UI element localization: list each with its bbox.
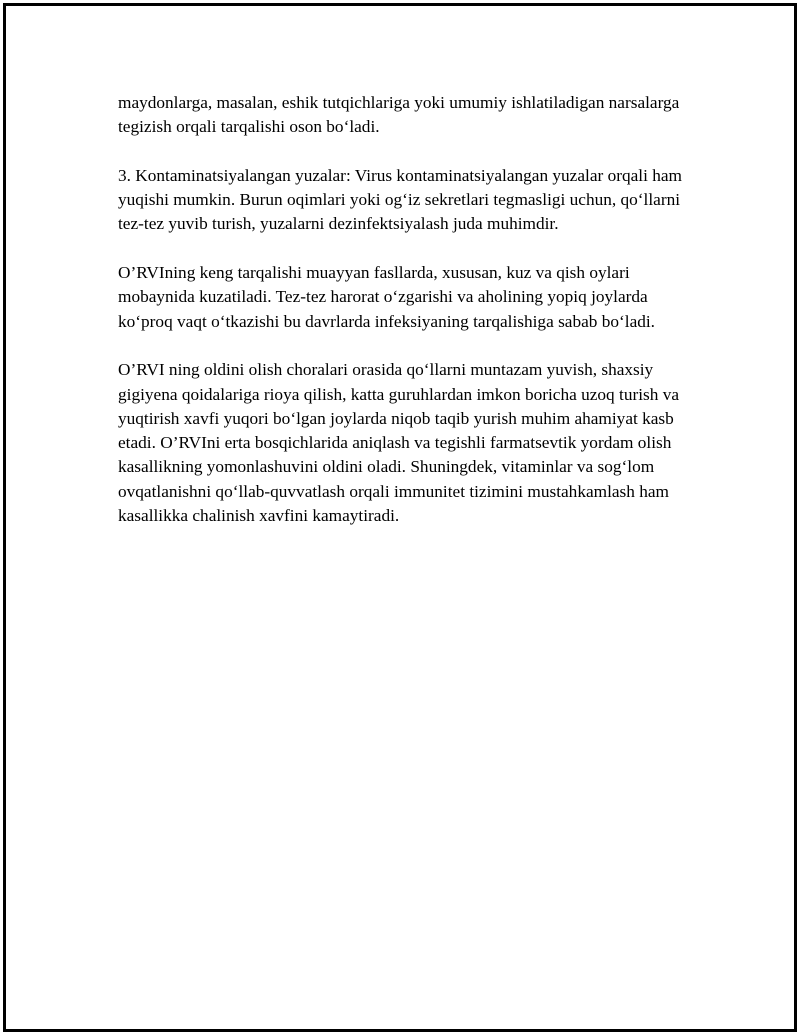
paragraph-prevention: O’RVI ning oldini olish choralari orasida qo‘llarni muntazam yuvish, shaxsiy gigiyena qoidalariga rioya qilish, katta guruhlardan imkon boricha uzoq turish va yuqtirish xavfi yuqori bo‘lgan joylarda niqob taqib yurish muhim ahamiyat kasb etadi. O’RVIni erta bosqichlarida aniqlash va tegishli farmatsevtik yordam olish kasallikning yomonlashuvini oldini oladi. Shuningdek, vitaminlar va sog‘lom ovqatlanishni qo‘llab-quvvatlash orqali immunitet tizimini mustahkamlash ham kasallikka chalinish xavfini kamaytiradi. [118, 360, 680, 526]
paragraph-contaminated-surfaces: 3. Kontaminatsiyalangan yuzalar: Virus kontaminatsiyalangan yuzalar orqali ham yuqishi mumkin. Burun oqimlari yoki og‘iz sekretlari tegmasligi uchun, qo‘llarni tez-tez yuvib turish, yuzalarni dezinfektsiyalash juda muhimdir. [118, 165, 682, 234]
paragraph-seasonal-spread: O’RVIning keng tarqalishi muayyan fasllarda, xususan, kuz va qish oylari mobaynida kuzatiladi. Tez-tez harorat o‘zgarishi va aholining yopiq joylarda ko‘proq vaqt o‘tkazishi bu davrlarda infeksiyaning tarqalishiga sabab bo‘ladi. [118, 263, 656, 331]
paragraph-continuation: maydonlarga, masalan, eshik tutqichlariga yoki umumiy ishlatiladigan narsalarga tegizish orqali tarqalishi oson bo‘ladi. [118, 93, 680, 137]
document-body [118, 91, 690, 528]
